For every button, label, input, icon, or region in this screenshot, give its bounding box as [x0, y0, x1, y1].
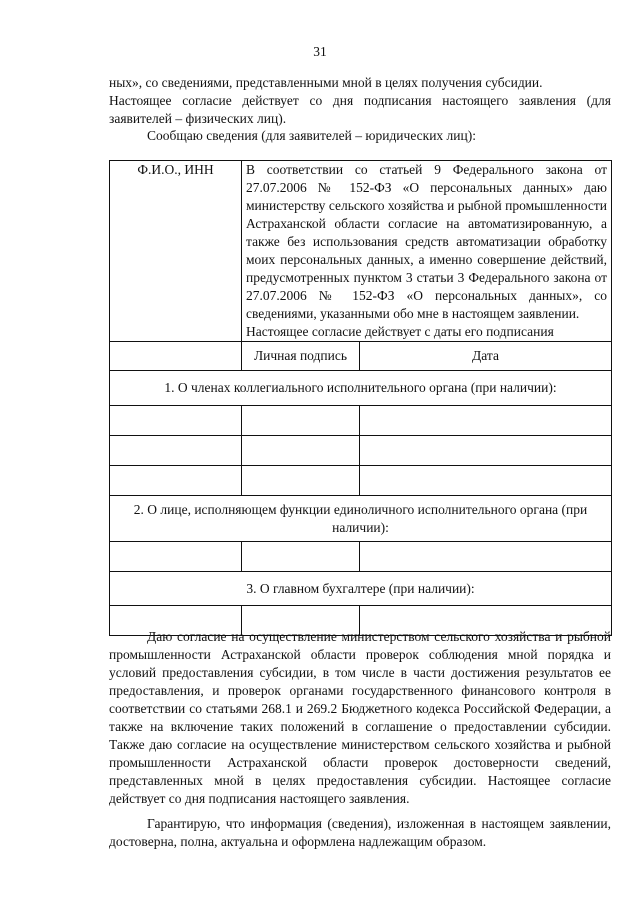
section-2-row: [110, 496, 612, 542]
signature-cell[interactable]: [242, 542, 360, 572]
table-row: [110, 406, 612, 436]
subheading: Сообщаю сведения (для заявителей – юридических лиц):: [147, 128, 476, 143]
date-cell[interactable]: [360, 542, 612, 572]
table-row: [110, 466, 612, 496]
signature-header: Личная подпись: [242, 342, 360, 371]
section-3-row: [110, 572, 612, 606]
intro-text: [109, 74, 611, 128]
date-cell[interactable]: [360, 436, 612, 466]
fio-cell[interactable]: [110, 436, 242, 466]
consent-row: [110, 161, 612, 342]
consent-cell: [242, 161, 612, 342]
signature-cell[interactable]: [242, 436, 360, 466]
fio-cell[interactable]: [110, 466, 242, 496]
page-number: 31: [313, 44, 327, 59]
section-2-heading: 2. О лице, исполняющем функции единоличного исполнительного органа (при наличии):: [110, 496, 612, 542]
fio-cell[interactable]: [110, 542, 242, 572]
applicant-table: [109, 160, 612, 636]
closing-paragraph-1: Даю согласие на осуществление министерством сельского хозяйства и рыбной промышленности Астраханской области проверок соблюдения мной порядка и условий предоставления субсидии, в том числе в части достижения результатов ее предоставления, и проверок органами государственного финансового контроля в соответствии со статьями 268.1 и 269.2 Бюджетного кодекса Российской Федерации, а также на включение таких положений в соглашение о предоставлении субсидии. Также даю согласие на осуществление министерством сельского хозяйства и рыбной промышленности Астраханской области проверок достоверности сведений, представленных мной в целях предоставления субсидии. Настоящее согласие действует со дня подписания настоящего заявления.: [109, 629, 611, 806]
table-row: [110, 542, 612, 572]
intro-line-1: ных», со сведениями, представленными мной в целях получения субсидии.: [109, 75, 543, 90]
consent-validity: Настоящее согласие действует с даты его подписания: [246, 324, 554, 339]
date-cell[interactable]: [360, 406, 612, 436]
table-row: [110, 436, 612, 466]
date-cell[interactable]: [360, 466, 612, 496]
intro-line-2: Настоящее согласие действует со дня подписания настоящего заявления (для заявителей – физических лиц).: [109, 93, 611, 126]
section-1-heading: 1. О членах коллегиального исполнительного органа (при наличии):: [110, 371, 612, 406]
blank-cell: [110, 342, 242, 371]
section-3-heading: 3. О главном бухгалтере (при наличии):: [110, 572, 612, 606]
signature-cell[interactable]: [242, 406, 360, 436]
signature-header-row: [110, 342, 612, 371]
closing-paragraph-2: Гарантирую, что информация (сведения), изложенная в настоящем заявлении, достоверна, полна, актуальна и оформлена надлежащим образом.: [109, 816, 611, 849]
signature-cell[interactable]: [242, 466, 360, 496]
fio-inn-label: Ф.И.О., ИНН: [110, 161, 242, 342]
section-1-row: [110, 371, 612, 406]
consent-text: В соответствии со статьей 9 Федерального закона от 27.07.2006 № 152-ФЗ «О персональных данных» даю министерству сельского хозяйства и рыбной промышленности Астраханской области согласие на автоматизированную, а также без использования средств автоматизации обработку моих персональных данных, а именно совершение действий, предусмотренных пунктом 3 статьи 3 Федерального закона от 27.07.2006 № 152-ФЗ «О персональных данных», со сведениями, указанными обо мне в настоящем заявлении.: [246, 162, 608, 321]
fio-cell[interactable]: [110, 406, 242, 436]
date-header: Дата: [360, 342, 612, 371]
